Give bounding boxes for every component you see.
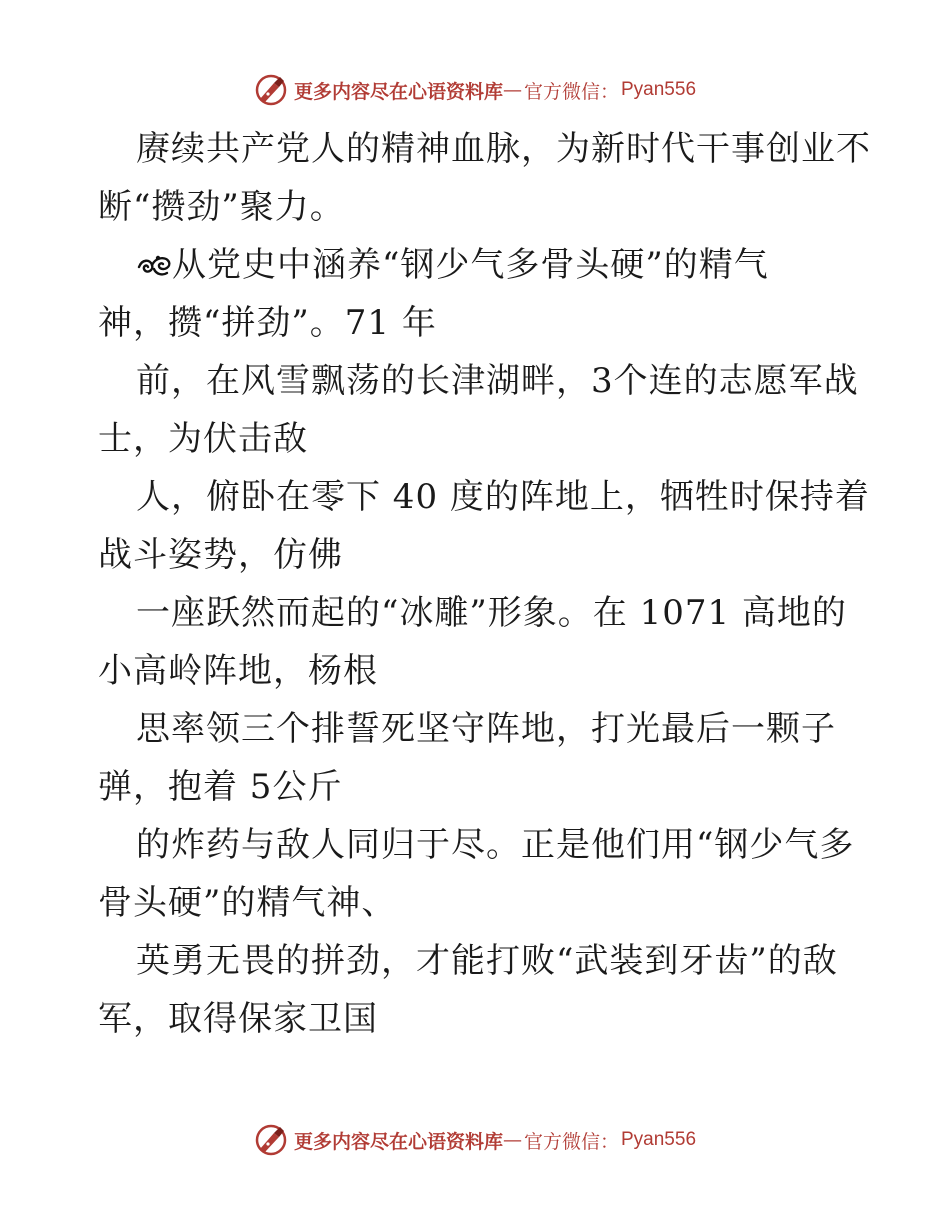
footer-wechat-label: 官方微信： xyxy=(523,1130,619,1153)
body-line-3-text: 从党史中涵养“钢少气多骨头硬”的精气 xyxy=(172,245,769,285)
body-line-14: 骨头硬”的精气神、 xyxy=(98,883,397,923)
footer-separator: — xyxy=(502,1129,522,1151)
footer-wechat-id: Pyan556 xyxy=(621,1129,697,1150)
header-brand: 更多内容尽在心语资料库 xyxy=(293,80,503,103)
header-banner xyxy=(0,70,950,110)
body-line-13: 的炸药与敌人同归于尽。正是他们用“钢少气多 xyxy=(136,825,855,865)
body-line-7: 人，俯卧在零下 40 度的阵地上，牺牲时保持着 xyxy=(136,477,870,517)
body-line-15: 英勇无畏的拼劲，才能打败“武装到牙齿”的敌 xyxy=(136,941,838,981)
pen-nib-logo-icon xyxy=(254,1123,288,1157)
pen-nib-logo-icon xyxy=(254,73,288,107)
header-wechat-id: Pyan556 xyxy=(621,79,697,100)
body-line-3 xyxy=(98,236,858,294)
document-body xyxy=(98,120,871,1048)
body-line-1: 赓续共产党人的精神血脉，为新时代干事创业不 xyxy=(136,129,871,169)
body-line-12: 弹，抱着 5公斤 xyxy=(98,767,343,807)
body-line-4: 神，攒“拼劲”。71 年 xyxy=(98,303,437,343)
body-line-9: 一座跃然而起的“冰雕”形象。在 1071 高地的 xyxy=(136,593,847,633)
header-separator: — xyxy=(502,79,522,101)
fleuron-bullet-icon xyxy=(136,247,172,281)
footer-banner xyxy=(0,1120,950,1160)
body-line-10: 小高岭阵地，杨根 xyxy=(98,651,378,691)
footer-brand: 更多内容尽在心语资料库 xyxy=(293,1130,503,1153)
header-wechat-label: 官方微信： xyxy=(523,80,619,103)
body-line-11: 思率领三个排誓死坚守阵地，打光最后一颗子 xyxy=(136,709,836,749)
body-line-16: 军，取得保家卫国 xyxy=(98,999,378,1039)
body-line-6: 士，为伏击敌 xyxy=(98,419,308,459)
body-line-8: 战斗姿势，仿佛 xyxy=(98,535,343,575)
body-line-5: 前，在风雪飘荡的长津湖畔，3个连的志愿军战 xyxy=(136,361,859,401)
body-line-2: 断“攒劲”聚力。 xyxy=(98,187,345,227)
